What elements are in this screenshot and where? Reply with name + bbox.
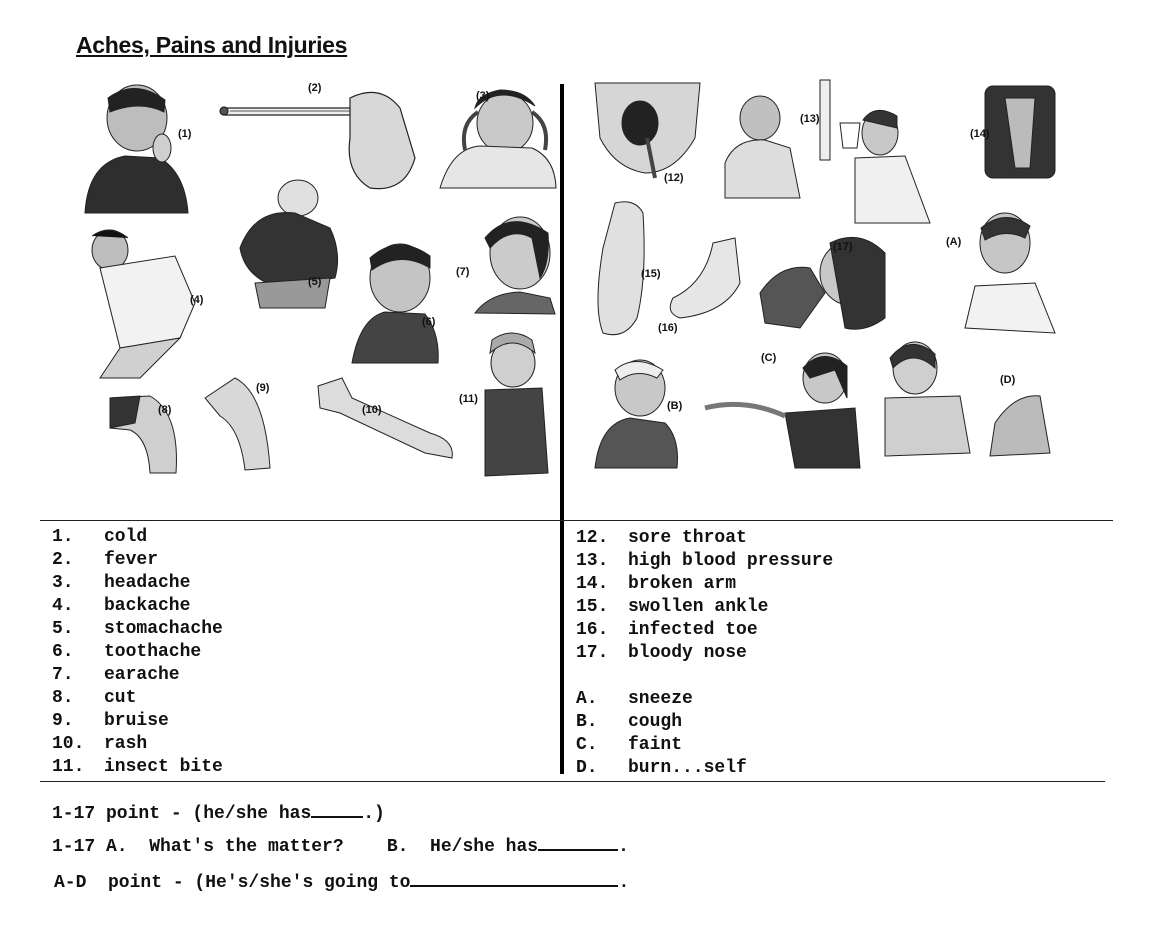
list-item: 8. cut — [52, 688, 137, 708]
instruction-line-1: 1-17 point - (he/she has .) — [52, 800, 385, 824]
image-label-d: (D) — [1000, 374, 1016, 386]
answer-blank — [538, 833, 618, 851]
list-item: 3. headache — [52, 573, 191, 593]
image-label-8: (8) — [158, 404, 172, 416]
image-label-4: (4) — [190, 294, 204, 306]
list-item: 4. backache — [52, 596, 191, 616]
list-item: 2. fever — [52, 550, 159, 570]
answer-blank — [410, 869, 618, 887]
image-label-2: (2) — [308, 82, 322, 94]
image-label-17: (17) — [833, 241, 853, 253]
image-label-13: (13) — [800, 113, 820, 125]
image-label-12: (12) — [664, 172, 684, 184]
list-item: D. burn...self — [576, 758, 747, 778]
list-item: 13. high blood pressure — [576, 551, 834, 571]
insect-bite-illustration — [485, 333, 548, 476]
image-label-14: (14) — [970, 128, 990, 140]
list-item: A. sneeze — [576, 689, 693, 709]
image-label-6: (6) — [422, 316, 436, 328]
stomachache-illustration — [240, 180, 338, 308]
fever-illustration — [220, 92, 415, 188]
image-label-a: (A) — [946, 236, 962, 248]
list-item: 6. toothache — [52, 642, 202, 662]
image-label-10: (10) — [362, 404, 382, 416]
list-item: 7. earache — [52, 665, 180, 685]
image-label-3: (3) — [476, 90, 490, 102]
image-label-1: (1) — [178, 128, 192, 140]
sore-throat-illustration — [595, 83, 700, 178]
page-title: Aches, Pains and Injuries — [76, 32, 348, 58]
instruction-line-3: A-D point - (He's/she's going to . — [54, 869, 629, 893]
image-label-c: (C) — [761, 352, 777, 364]
image-label-5: (5) — [308, 276, 322, 288]
list-item: 10. rash — [52, 734, 148, 754]
image-label-7: (7) — [456, 266, 470, 278]
list-item: 16. infected toe — [576, 620, 758, 640]
earache-illustration — [475, 217, 555, 314]
list-item: 15. swollen ankle — [576, 597, 769, 617]
cold-illustration — [85, 85, 188, 213]
list-item: C. faint — [576, 735, 683, 755]
vertical-divider — [560, 84, 564, 774]
backache-illustration — [92, 230, 195, 378]
image-label-15: (15) — [641, 268, 661, 280]
list-item: 14. broken arm — [576, 574, 737, 594]
instruction-line-2: 1-17 A. What's the matter? B. He/she has . — [52, 833, 629, 857]
list-item: B. cough — [576, 712, 683, 732]
list-item: 5. stomachache — [52, 619, 223, 639]
list-item: 12. sore throat — [576, 528, 747, 548]
list-item: 9. bruise — [52, 711, 169, 731]
sneeze-illustration — [965, 213, 1055, 333]
top-rule — [40, 520, 1113, 521]
toothache-illustration — [352, 244, 438, 363]
image-label-16: (16) — [658, 322, 678, 334]
cough-illustration — [595, 360, 678, 468]
swollen-ankle-illustration — [598, 202, 644, 335]
image-label-11: (11) — [459, 393, 478, 405]
broken-arm-illustration — [985, 86, 1055, 178]
faint-illustration — [705, 353, 860, 468]
high-blood-pressure-illustration — [725, 80, 930, 223]
list-item: 17. bloody nose — [576, 643, 747, 663]
bloody-nose-illustration — [760, 237, 885, 329]
image-label-b: (B) — [667, 400, 683, 412]
answer-blank — [311, 800, 363, 818]
list-item: 1. cold — [52, 527, 148, 547]
image-label-9: (9) — [256, 382, 270, 394]
infected-toe-illustration — [670, 238, 740, 318]
headache-illustration — [440, 90, 556, 188]
bottom-rule — [40, 781, 1105, 782]
burn-illustration — [885, 342, 1050, 456]
rash-illustration — [318, 378, 452, 458]
list-item: 11. insect bite — [52, 757, 223, 777]
